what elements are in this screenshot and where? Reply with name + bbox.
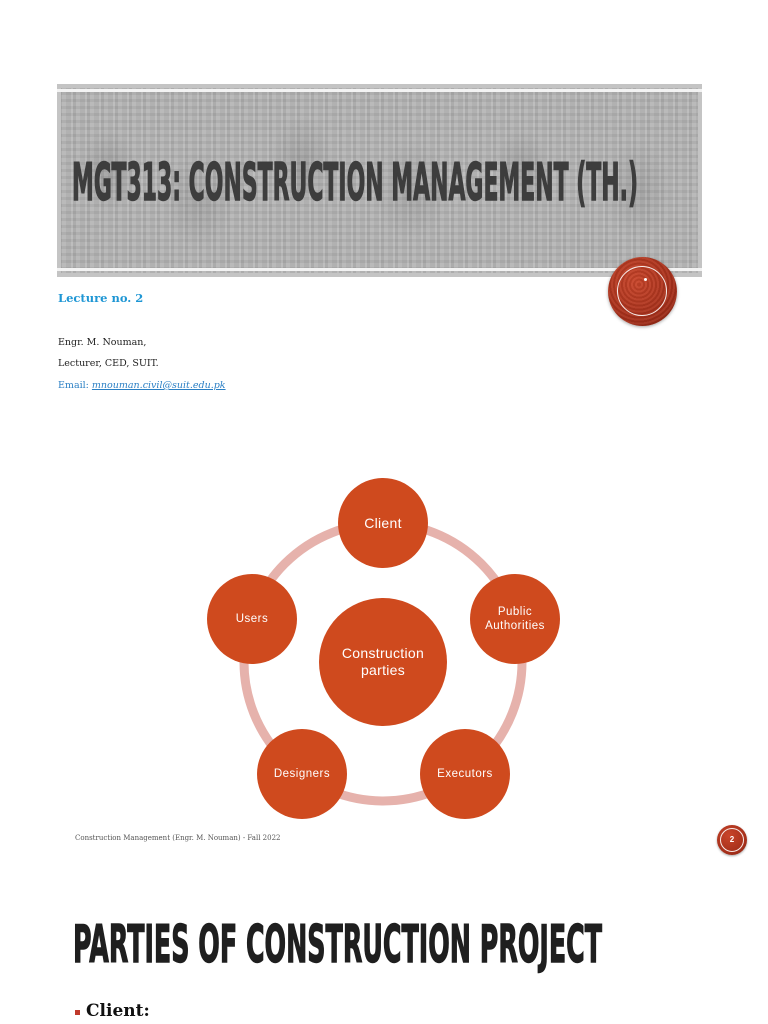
node-executors	[420, 729, 510, 819]
instructor-name: Engr. M. Nouman,	[58, 337, 147, 348]
red-circle-ornament-icon	[608, 257, 677, 326]
node-client	[338, 478, 428, 568]
page-number-circle-icon	[717, 825, 747, 855]
instructor-position: Lecturer, CED, SUIT.	[58, 358, 159, 369]
page-number: 2	[729, 835, 735, 844]
email-line	[58, 380, 226, 392]
node-public-authorities	[470, 574, 560, 664]
node-label-center: Construction parties	[341, 645, 425, 678]
node-users	[207, 574, 297, 664]
course-title: MGT313: CONSTRUCTION MANAGEMENT (TH.)	[72, 153, 638, 213]
slide-heading: PARTIES OF CONSTRUCTION PROJECT	[73, 915, 602, 975]
ornament-dot	[644, 278, 647, 281]
node-designers	[257, 729, 347, 819]
square-bullet-icon	[75, 1010, 80, 1015]
node-label-client: Client	[364, 515, 402, 531]
construction-parties-diagram	[200, 470, 570, 830]
node-construction-parties	[319, 598, 447, 726]
ornament-ring	[617, 266, 667, 316]
slide-footer: Construction Management (Engr. M. Nouman) - Fall 2022	[75, 834, 281, 842]
bullet-label: Client:	[86, 1001, 150, 1021]
lecture-number: Lecture no. 2	[58, 291, 144, 305]
email-label: Email:	[58, 380, 89, 391]
node-label-users: Users	[235, 613, 269, 625]
node-label-public-authorities: Public Authorities	[485, 606, 545, 632]
email-link[interactable]: mnouman.civil@suit.edu.pk	[91, 380, 226, 391]
node-label-executors: Executors	[437, 768, 493, 780]
node-label-designers: Designers	[273, 768, 331, 780]
banner-divider-bottom	[57, 268, 702, 271]
banner-divider-top	[57, 89, 702, 92]
